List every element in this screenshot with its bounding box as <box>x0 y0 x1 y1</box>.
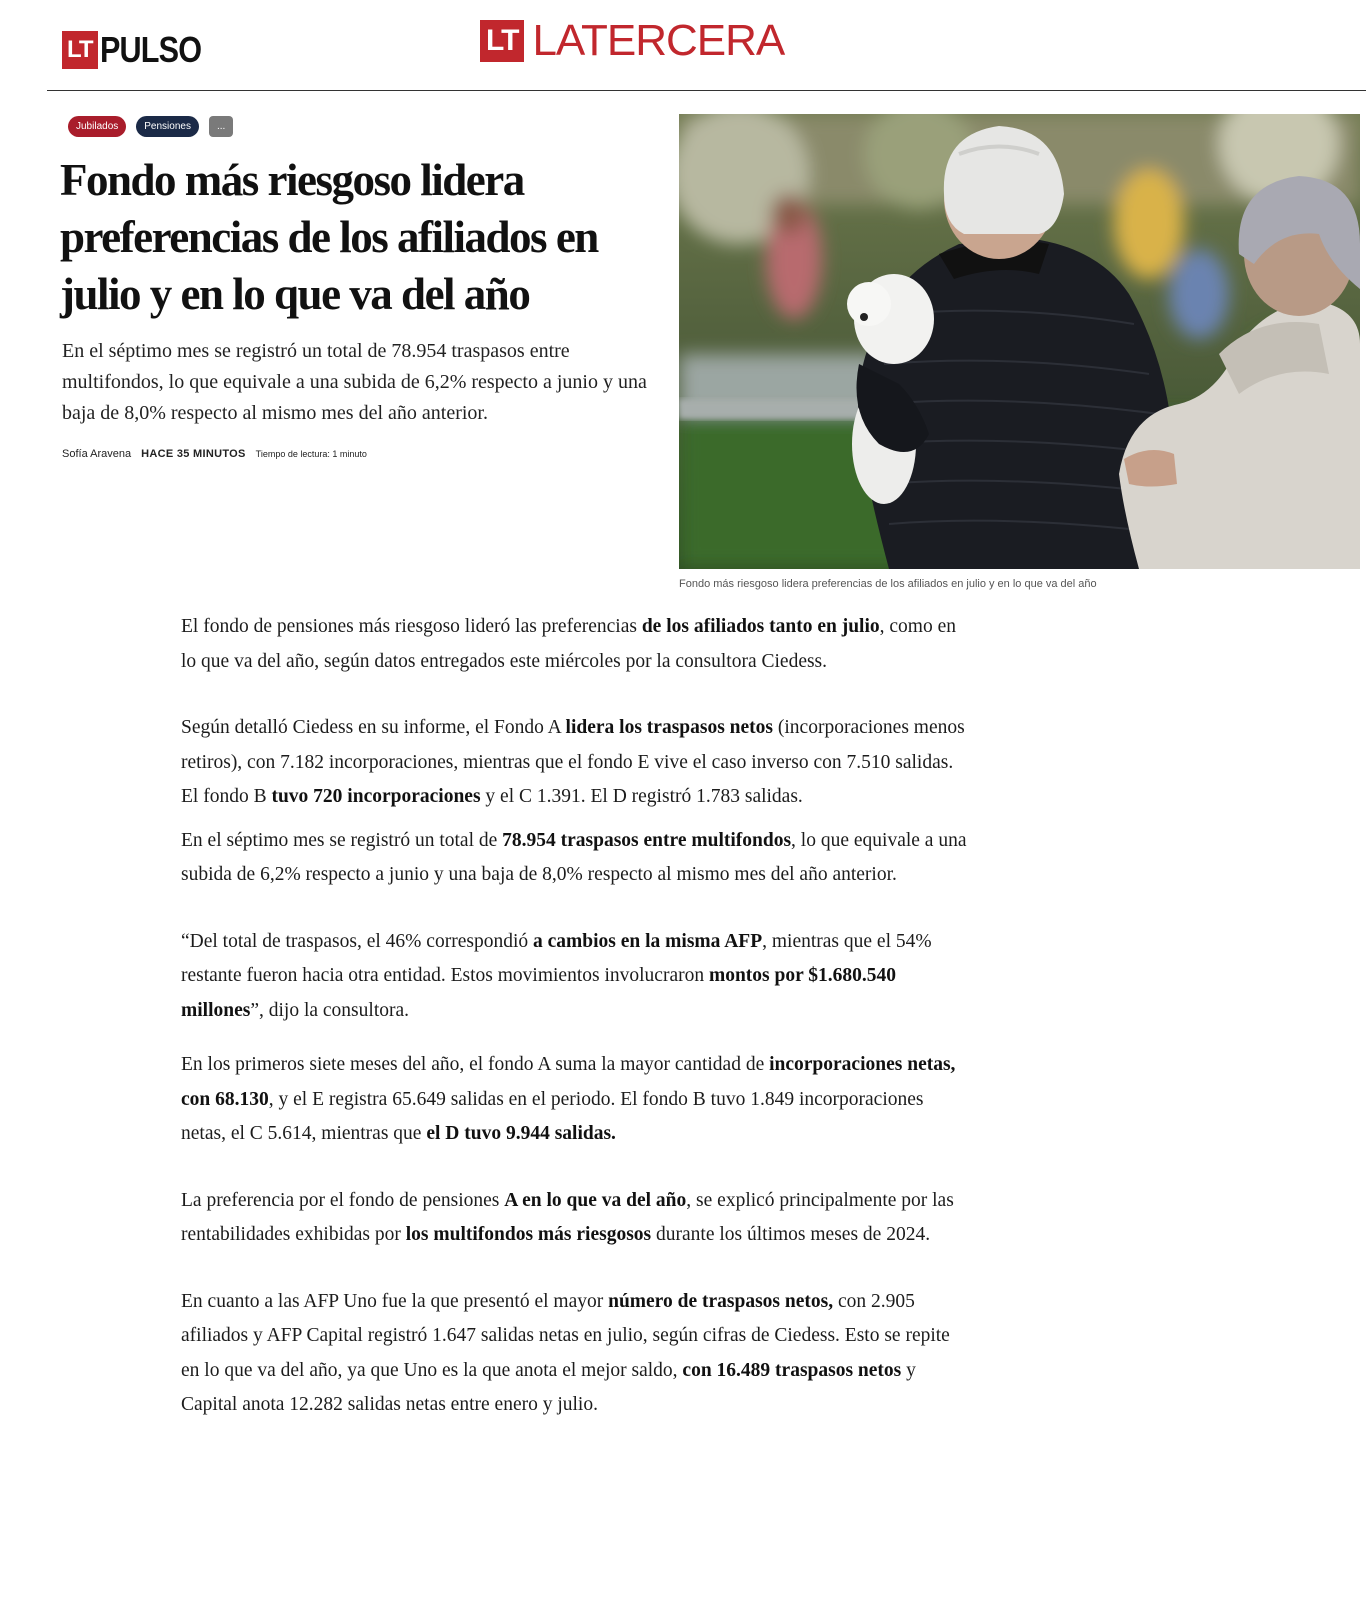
author-name[interactable]: Sofía Aravena <box>62 448 132 460</box>
text: Según detalló Ciedess en su informe, el Fondo A <box>181 717 566 738</box>
reading-time: Tiempo de lectura: 1 minuto <box>255 449 367 459</box>
text: y Capital anota 12.282 salidas netas entre enero y julio. <box>181 1359 916 1415</box>
tag-list <box>68 116 233 137</box>
tag-more-button[interactable]: ... <box>209 116 233 137</box>
text: con 2.905 afiliados y AFP Capital registró 1.647 salidas netas en julio, según cifras de Ciedess. Esto se repite en lo que va del año, ya que Uno es la que anota el mejor saldo, <box>181 1290 950 1381</box>
text: En los primeros siete meses del año, el fondo A suma la mayor cantidad de <box>181 1054 770 1075</box>
article-body <box>181 610 971 1423</box>
latercera-logo[interactable] <box>480 16 785 65</box>
text: “Del total de traspasos, el 46% correspondió <box>181 930 533 952</box>
article-headline: Fondo más riesgoso lidera preferencias de los afiliados en julio y en lo que va del año <box>60 155 598 319</box>
site-header <box>0 0 1366 92</box>
paragraph-6 <box>181 1184 971 1253</box>
hero-image <box>679 114 1360 569</box>
image-caption: Fondo más riesgoso lidera preferencias de los afiliados en julio y en lo que va del año <box>679 578 1097 590</box>
publish-time: HACE 35 MINUTOS <box>141 448 246 460</box>
bold-text: montos por $1.680.540 millones <box>181 965 897 1021</box>
text: ”, dijo la consultora. <box>250 999 410 1021</box>
text: , lo que equivale a una subida de 6,2% respecto a junio y una baja de 8,0% respecto al mismo mes del año anterior. <box>181 829 967 885</box>
text: , mientras que el 54% restante fueron hacia otra entidad. Estos movimientos involucraron <box>181 930 932 986</box>
paragraph-5 <box>181 1048 971 1152</box>
paragraph-4 <box>181 925 971 1029</box>
tag-jubilados[interactable]: Jubilados <box>68 116 126 137</box>
text: El fondo de pensiones más riesgoso lideró las preferencias <box>181 616 642 637</box>
pulso-logo[interactable] <box>62 29 219 70</box>
pulso-logo-word: PULSO <box>99 29 201 70</box>
text: (incorporaciones menos retiros), con 7.182 incorporaciones, mientras que el fondo E vive el caso inverso con 7.510 salidas. El fondo B <box>181 717 965 807</box>
bold-text: incorporaciones netas, con 68.130 <box>181 1054 956 1110</box>
byline <box>62 448 367 460</box>
bold-text: los multifondos más riesgosos <box>405 1224 652 1245</box>
latercera-logo-lt: LT <box>480 20 524 62</box>
bold-text: el D tuvo 9.944 salidas. <box>426 1123 616 1144</box>
bold-text: A en lo que va del año <box>504 1189 687 1211</box>
bold-text: con 16.489 traspasos netos <box>682 1359 902 1381</box>
bold-text: tuvo 720 incorporaciones <box>271 786 481 807</box>
paragraph-1 <box>181 610 971 679</box>
bold-text: de los afiliados tanto en julio <box>641 616 880 637</box>
text: , y el E registra 65.649 salidas en el periodo. El fondo B tuvo 1.849 incorporaciones netas, el C 5.614, mientras que <box>181 1088 924 1144</box>
paragraph-3 <box>181 824 971 893</box>
bold-text: lidera los traspasos netos <box>565 717 774 738</box>
bold-text: a cambios en la misma AFP <box>532 930 763 952</box>
latercera-logo-word: LATERCERA <box>532 16 785 65</box>
text: La preferencia por el fondo de pensiones <box>181 1189 505 1211</box>
tag-pensiones[interactable]: Pensiones <box>136 116 199 137</box>
text: En el séptimo mes se registró un total de <box>181 829 503 851</box>
paragraph-7 <box>181 1285 971 1423</box>
bold-text: 78.954 traspasos entre multifondos <box>502 829 792 851</box>
header-divider <box>47 90 1366 91</box>
text: , como en lo que va del año, según datos entregados este miércoles por la consultora Ciedess. <box>181 616 957 672</box>
bold-text: número de traspasos netos, <box>608 1290 834 1312</box>
paragraph-2 <box>181 711 971 815</box>
article-dek: En el séptimo mes se registró un total de 78.954 traspasos entre multifondos, lo que equivale a una subida de 6,2% respecto a junio y una baja de 8,0% respecto al mismo mes del año anterior. <box>62 340 647 424</box>
text: durante los últimos meses de 2024. <box>651 1224 931 1245</box>
pulso-logo-lt: LT <box>62 31 98 69</box>
text: En cuanto a las AFP Uno fue la que presentó el mayor <box>181 1290 609 1312</box>
text: y el C 1.391. El D registró 1.783 salidas. <box>480 786 803 807</box>
text: , se explicó principalmente por las rentabilidades exhibidas por <box>181 1189 954 1245</box>
